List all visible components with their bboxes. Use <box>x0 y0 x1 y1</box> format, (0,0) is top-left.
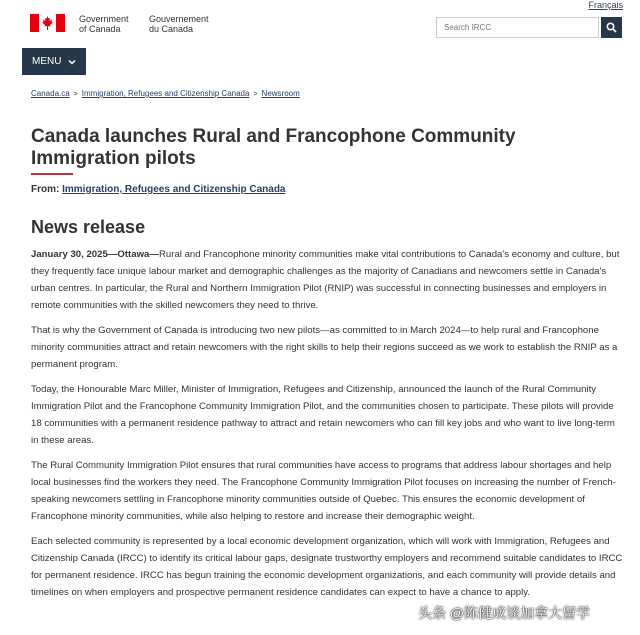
fip-fr-line2: du Canada <box>149 24 194 34</box>
paragraph: That is why the Government of Canada is introducing two new pilots—as committed to in March 2024—to help rural and Francophone minority communities attract and retain newcomers with the right skills to help their regions succeed as we work to establish the RNIP as a permanent program. <box>31 325 618 370</box>
paragraph: Today, the Honourable Marc Miller, Minister of Immigration, Refugees and Citizenship, announced the launch of the Rural Community Immigration Pilot and the Francophone Community Immigration Pilot, and the communities chosen to participate. These pilots will provide 18 communities with a permanent residence pathway to attract and retain newcomers who can fill key jobs and who want to live long-term in these areas. <box>31 384 615 446</box>
canada-flag-icon <box>30 14 65 32</box>
search-input[interactable] <box>436 17 599 38</box>
section-heading: News release <box>31 217 146 237</box>
search-icon <box>606 22 617 33</box>
fip-en-line1: Government <box>79 14 129 24</box>
from-label: From: <box>31 184 60 195</box>
fip-en-line2: of Canada <box>79 24 121 34</box>
paragraph: The Rural Community Immigration Pilot ensures that rural communities have access to programs that address labour shortages and help local businesses find the workers they need. The Francophone Community Immigration Pilot focuses on increasing the number of French-speaking newcomers settling in Francophone minority communities outside of Quebec. This ensures the economic development of Francophone minority communities, while also helping to restore and increase their demographic weight. <box>31 460 616 522</box>
menu-label: MENU <box>32 56 62 67</box>
search-button[interactable] <box>601 17 622 38</box>
from-department-link[interactable]: Immigration, Refugees and Citizenship Canada <box>62 184 286 195</box>
breadcrumb <box>31 89 300 98</box>
breadcrumb-separator-icon: > <box>73 91 78 98</box>
menu-button[interactable] <box>22 48 86 75</box>
article-body <box>31 246 623 609</box>
government-signature-fr[interactable] <box>149 14 209 34</box>
breadcrumb-link-ircc[interactable]: Immigration, Refugees and Citizenship Canada <box>81 89 250 98</box>
breadcrumb-link-canada[interactable]: Canada.ca <box>31 89 70 98</box>
page-title: Canada launches Rural and Francophone Community Immigration pilots <box>31 126 516 169</box>
paragraph: Each selected community is represented by a local economic development organization, which will work with Immigration, Refugees and Citizenship Canada (IRCC) to identify its critical labour gaps, designate trustworthy employers and recommend suitable candidates to IRCC for permanent residence. IRCC has begun training the economic development organizations, and each community will provide details and timelines on when employers and prospective permanent residence candidates can expect to have a chance to apply. <box>31 536 623 598</box>
language-toggle-link[interactable]: Français <box>588 0 623 10</box>
breadcrumb-link-newsroom[interactable]: Newsroom <box>261 89 300 98</box>
maple-leaf-icon <box>42 16 53 30</box>
fip-fr-line1: Gouvernement <box>149 14 209 24</box>
title-divider <box>31 173 73 175</box>
paragraph: January 30, 2025—Ottawa—Rural and Francophone minority communities make vital contributions to Canada's economy and culture, but they frequently face unique labour market and demographic challenges as the majority of Canadians and newcomers settle in Canada's urban centres. In particular, the Rural and Northern Immigration Pilot (RNIP) was successful in connecting businesses and employers in remote communities with the skilled newcomers they need to thrive. <box>31 249 620 311</box>
chevron-down-icon <box>68 58 76 66</box>
breadcrumb-separator-icon: > <box>253 91 258 98</box>
from-line <box>31 184 286 195</box>
dateline: January 30, 2025—Ottawa— <box>31 249 159 260</box>
government-signature-en[interactable] <box>79 14 129 34</box>
watermark: 头条 @陈健成谈加拿大留学 <box>418 605 591 621</box>
